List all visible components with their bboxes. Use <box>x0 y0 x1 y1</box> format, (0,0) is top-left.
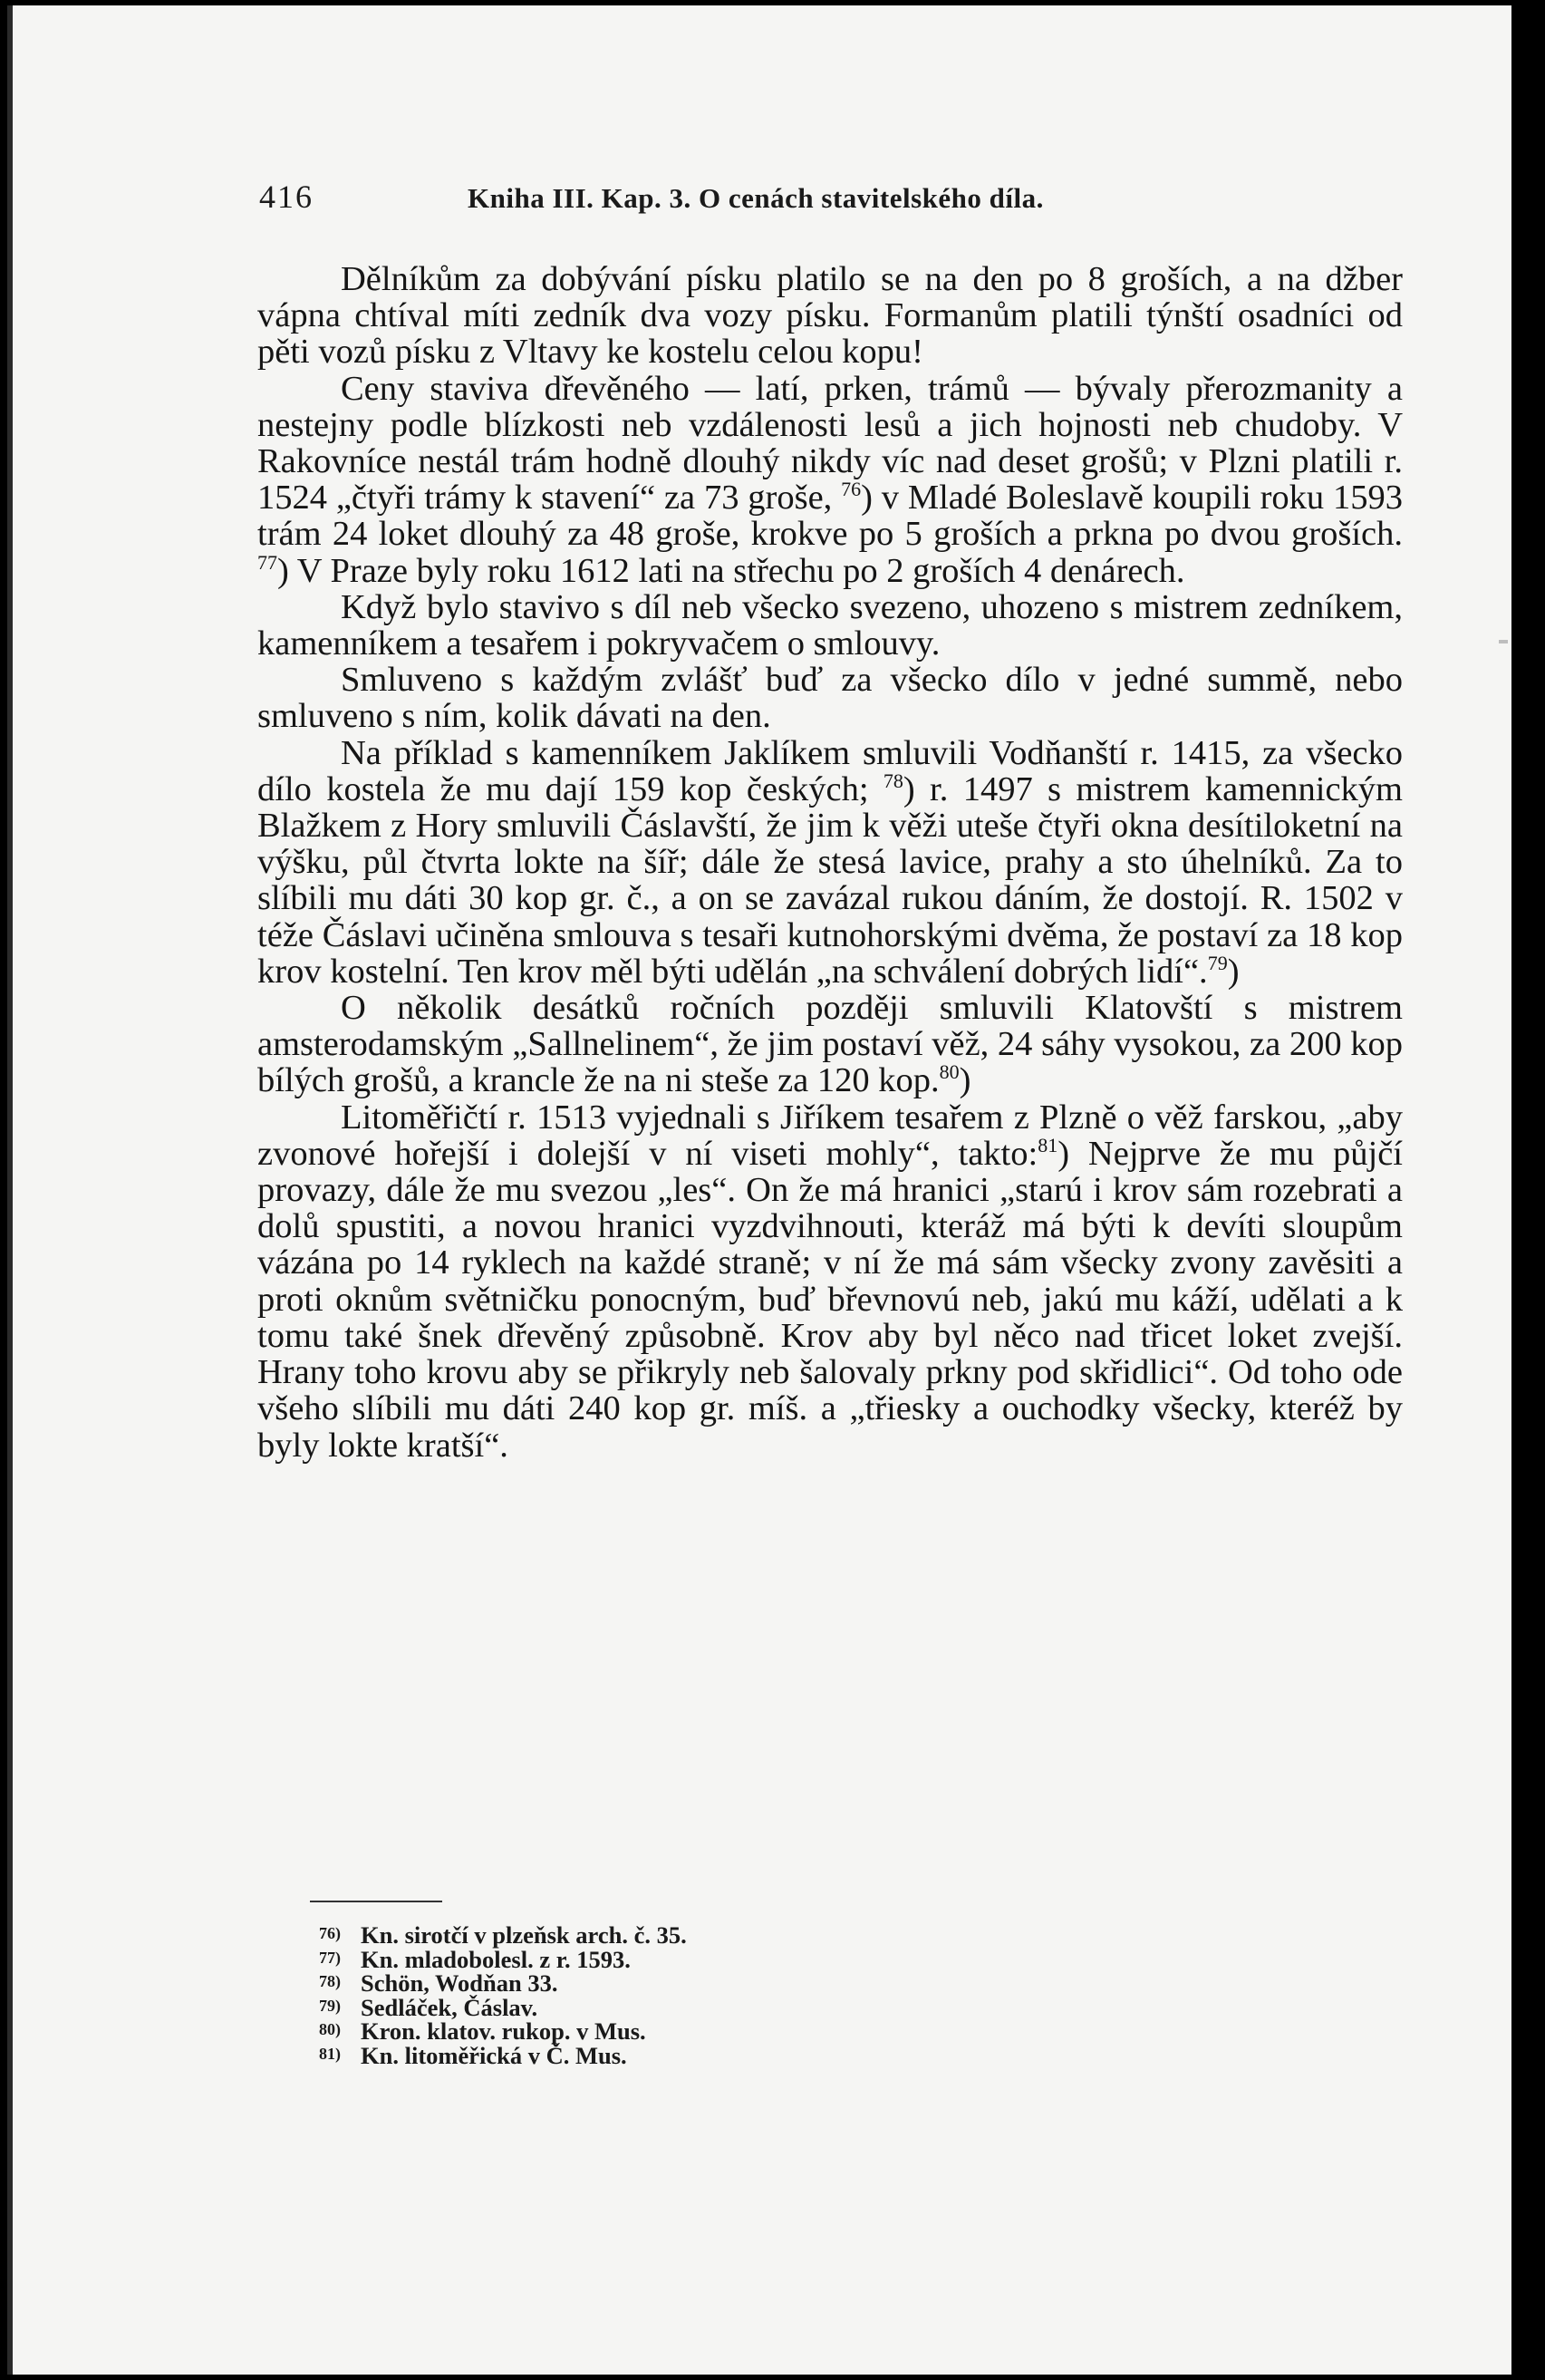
footnote-text: Kron. klatov. rukop. v Mus. <box>361 2017 646 2045</box>
footnote <box>319 1923 1044 1948</box>
footnote-text: Kn. litoměřická v Č. Mus. <box>361 2041 627 2069</box>
paragraph-text: Na příklad s kamenníkem Jaklíkem smluvili Vodňanští r. 1415, za všecko dílo kostela že mu dají 159 kop českých; <box>257 733 1403 808</box>
paragraph-text: ) <box>1227 952 1240 991</box>
footnote-text: Kn. mladobolesl. z r. 1593. <box>361 1945 631 1973</box>
footnote-number: 79) <box>319 1996 341 2015</box>
footnote-number: 77) <box>319 1948 341 1967</box>
paragraph-text: ) <box>959 1061 971 1100</box>
paragraph-text: Smluveno s každým zvlášť buď za všecko dílo v jedné summě, nebo smluveno s ním, kolik dávati na den. <box>257 661 1403 736</box>
paragraph <box>257 371 1403 589</box>
footnote <box>319 1945 1044 1973</box>
paragraph-text: ) V Praze byly roku 1612 lati na střechu po 2 groších 4 denárech. <box>277 551 1185 590</box>
footnote-text: Kn. sirotčí v plzeňsk arch. č. 35. <box>361 1921 687 1949</box>
footnote-number: 80) <box>319 2020 341 2038</box>
paragraph <box>257 261 1403 371</box>
footnote-text: Sedláček, Čáslav. <box>361 1993 538 2021</box>
footnote-ref: 78 <box>883 769 903 792</box>
footnote-rule <box>310 1901 442 1902</box>
footnote-number: 76) <box>319 1924 341 1942</box>
paragraph-text: Dělníkům za dobývání písku platilo se na den po 8 groších, a na džber vápna chtíval míti zedník dva vozy písku. Formanům platili týnští osadníci od pěti vozů písku z Vltavy ke kostelu celou kopu! <box>257 260 1403 372</box>
footnote-ref: 81 <box>1038 1133 1058 1156</box>
page-header <box>259 178 1428 216</box>
footnote <box>319 1993 1044 2021</box>
paragraph <box>257 589 1403 662</box>
paragraph-text: Litoměřičtí r. 1513 vyjednali s Jiříkem tesařem z Plzně o věž farskou, „aby zvonové hořejší i dolejší v ní viseti mohly“, takto: <box>257 1098 1403 1173</box>
paragraph <box>257 662 1403 734</box>
footnote-number: 81) <box>319 2044 341 2063</box>
running-title: Kniha III. Kap. 3. O cenách stavitelského díla. <box>468 182 1044 214</box>
footnote-ref: 80 <box>939 1060 960 1084</box>
footnote-ref: 79 <box>1207 951 1228 974</box>
main-text <box>257 261 1403 1464</box>
page-number: 416 <box>259 179 314 215</box>
paragraph-text: Ceny staviva dřevěného — latí, prken, trámů — bývaly přerozmanity a nestejny podle blízkosti neb vzdálenosti lesů a jich hojnosti neb chudoby. V Rakovníce nestál trám hodně dlouhý nikdy víc nad deset grošů; v Plzni platili r. 1524 „čtyři trámy k stavení“ za 73 groše, <box>257 369 1403 518</box>
footnote-text: Schön, Wodňan 33. <box>361 1969 558 1997</box>
paragraph-text: ) v Mladé Boleslavě koupili roku 1593 trám 24 loket dlouhý za 48 groše, krokve po 5 groších a prkna po dvou groších. <box>257 479 1404 554</box>
footnote-ref: 77 <box>257 550 277 574</box>
paragraph-text: ) r. 1497 s mistrem kamennickým Blažkem z Hory smluvili Čáslavští, že jim k věži uteše čtyři okna desítiloketní na výšku, půl čtvrta lokte na šíř; dále že stesá lavice, prahy a sto úhelníků. Za to slíbili mu dáti 30 kop gr. č., a on se zavázal rukou dáním, že dostojí. R. 1502 v téže Čáslavi učiněna smlouva s tesaři kutnohorskými dvěma, že postaví za 18 kop krov kostelní. Ten krov měl býti udělán „na schválení dobrých lidí“. <box>257 769 1403 991</box>
footnote <box>319 1971 1044 1996</box>
paragraph <box>257 1099 1403 1464</box>
book-page <box>7 5 1511 2375</box>
footnote-number: 78) <box>319 1972 341 1990</box>
paragraph <box>257 735 1403 990</box>
footnote <box>319 2041 1044 2069</box>
paragraph-text: O několik desátků ročních později smluvili Klatovští s mistrem amsterodamským „Sallnelinem“, že jim postaví věž, 24 sáhy vysokou, za 200 kop bílých grošů, a krancle že na ni steše za 120 kop. <box>257 989 1403 1100</box>
paragraph-text: ) Nejprve že mu půjčí provazy, dále že mu svezou „les“. On že má hranici „starú i krov sám rozebrati a dolů spustiti, a novou hranici vyzdvihnouti, kteráž má býti k devíti sloupům vázána po 14 ryklech na každé straně; v ní že má sám všecky zvony zavěsiti a proti oknům světničku ponocným, buď břevnovú neb, jakú mu káží, udělati a k tomu také šnek dřevěný způsobně. Krov aby byl něco nad třicet loket zvejší. Hrany toho krovu aby se přikryly neb šalovaly prkny pod skřidlici“. Od toho ode všeho slíbili mu dáti 240 kop gr. míš. a „třiesky a ouchodky všecky, kteréž by byly lokte kratší“. <box>257 1134 1403 1465</box>
paragraph <box>257 990 1403 1099</box>
paragraph-text: Když bylo stavivo s díl neb všecko svezeno, uhozeno s mistrem zedníkem, kamenníkem a tesařem i pokryvačem o smlouvy. <box>257 587 1403 663</box>
page-edge-mark <box>1499 640 1508 643</box>
footnotes <box>319 1923 1044 2067</box>
footnote-ref: 76 <box>841 478 862 501</box>
footnote <box>319 2019 1044 2044</box>
